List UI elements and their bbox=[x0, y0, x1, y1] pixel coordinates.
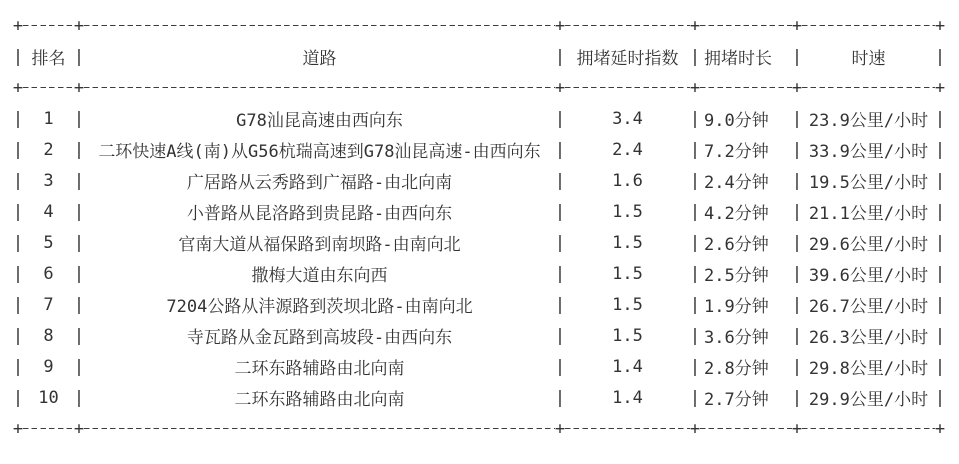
cell-delay-index: | 1.5 bbox=[560, 258, 695, 289]
cell-road: | 官南大道从福保路到南坝路-由南向北 bbox=[79, 227, 560, 258]
cell-delay-index: | 1.5 bbox=[560, 227, 695, 258]
cell-road: | 撒梅大道由东向西 bbox=[79, 258, 560, 289]
cell-duration: | 3.6分钟 bbox=[695, 320, 797, 351]
border-segment bbox=[18, 72, 79, 103]
cell-speed: | 26.7公里/小时 | bbox=[797, 289, 940, 320]
cell-rank: | 2 bbox=[18, 134, 79, 165]
border-segment bbox=[79, 413, 560, 444]
dash-line bbox=[700, 25, 792, 27]
cell-road: | 二环东路辅路由北向南 bbox=[79, 351, 560, 382]
dash-line bbox=[802, 428, 935, 430]
dash-line bbox=[23, 428, 74, 430]
cell-speed: | 39.6公里/小时 | bbox=[797, 258, 940, 289]
cell-road: | 寺瓦路从金瓦路到高坡段-由西向东 bbox=[79, 320, 560, 351]
cell-road: | 二环东路辅路由北向南 bbox=[79, 382, 560, 413]
border-segment bbox=[797, 413, 940, 444]
cell-rank: | 1 bbox=[18, 103, 79, 134]
header-delay-index: | 拥堵延时指数 bbox=[560, 41, 695, 72]
cell-rank: | 5 bbox=[18, 227, 79, 258]
dash-line bbox=[700, 87, 792, 89]
cell-rank: | 7 bbox=[18, 289, 79, 320]
cell-duration: | 1.9分钟 bbox=[695, 289, 797, 320]
cell-road: | 小普路从昆洛路到贵昆路-由西向东 bbox=[79, 196, 560, 227]
cell-delay-index: | 1.4 bbox=[560, 382, 695, 413]
cell-duration: | 2.6分钟 bbox=[695, 227, 797, 258]
dash-line bbox=[84, 428, 555, 430]
cell-speed: | 26.3公里/小时 | bbox=[797, 320, 940, 351]
dash-line bbox=[23, 87, 74, 89]
cell-rank: | 8 bbox=[18, 320, 79, 351]
cell-rank: | 10 bbox=[18, 382, 79, 413]
traffic-rank-table bbox=[18, 10, 940, 444]
cell-delay-index: | 1.6 bbox=[560, 165, 695, 196]
dash-line bbox=[84, 87, 555, 89]
dash-line bbox=[84, 25, 555, 27]
border-segment bbox=[695, 10, 797, 41]
dash-line bbox=[565, 25, 690, 27]
cell-rank: | 6 bbox=[18, 258, 79, 289]
table-row bbox=[18, 165, 940, 196]
border-segment bbox=[18, 10, 79, 41]
header-duration: | 拥堵时长 bbox=[695, 41, 797, 72]
table-row bbox=[18, 227, 940, 258]
cell-duration: | 9.0分钟 bbox=[695, 103, 797, 134]
cell-duration: | 2.4分钟 bbox=[695, 165, 797, 196]
border-segment bbox=[695, 413, 797, 444]
table-border-header bbox=[18, 72, 940, 103]
border-segment bbox=[560, 413, 695, 444]
cell-speed: | 29.9公里/小时 | bbox=[797, 382, 940, 413]
cell-speed: | 29.8公里/小时 | bbox=[797, 351, 940, 382]
cell-delay-index: | 2.4 bbox=[560, 134, 695, 165]
cell-delay-index: | 1.5 bbox=[560, 289, 695, 320]
cell-rank: | 9 bbox=[18, 351, 79, 382]
cell-duration: | 2.5分钟 bbox=[695, 258, 797, 289]
border-segment bbox=[797, 10, 940, 41]
border-segment bbox=[695, 72, 797, 103]
table-border-bottom bbox=[18, 413, 940, 444]
cell-road: | G78汕昆高速由西向东 bbox=[79, 103, 560, 134]
dash-line bbox=[802, 25, 935, 27]
cell-road: | 二环快速A线(南)从G56杭瑞高速到G78汕昆高速-由西向东 bbox=[79, 134, 560, 165]
table-row bbox=[18, 103, 940, 134]
cell-rank: | 4 bbox=[18, 196, 79, 227]
header-rank: | 排名 bbox=[18, 41, 79, 72]
table-body bbox=[18, 103, 940, 413]
cell-duration: | 2.7分钟 bbox=[695, 382, 797, 413]
border-segment bbox=[79, 10, 560, 41]
table-border-top bbox=[18, 10, 940, 41]
border-segment bbox=[79, 72, 560, 103]
cell-speed: | 21.1公里/小时 | bbox=[797, 196, 940, 227]
cell-duration: | 2.8分钟 bbox=[695, 351, 797, 382]
border-segment bbox=[797, 72, 940, 103]
table-row bbox=[18, 134, 940, 165]
cell-road: | 7204公路从沣源路到茨坝北路-由南向北 bbox=[79, 289, 560, 320]
cell-delay-index: | 3.4 bbox=[560, 103, 695, 134]
table-row bbox=[18, 258, 940, 289]
dash-line bbox=[700, 428, 792, 430]
cell-duration: | 7.2分钟 bbox=[695, 134, 797, 165]
cell-duration: | 4.2分钟 bbox=[695, 196, 797, 227]
cell-speed: | 19.5公里/小时 | bbox=[797, 165, 940, 196]
dash-line bbox=[802, 87, 935, 89]
table-row bbox=[18, 196, 940, 227]
border-segment bbox=[560, 72, 695, 103]
dash-line bbox=[565, 87, 690, 89]
cell-rank: | 3 bbox=[18, 165, 79, 196]
cell-speed: | 33.9公里/小时 | bbox=[797, 134, 940, 165]
border-segment bbox=[18, 413, 79, 444]
table-row bbox=[18, 382, 940, 413]
border-segment bbox=[560, 10, 695, 41]
dash-line bbox=[565, 428, 690, 430]
table-row bbox=[18, 289, 940, 320]
table-row bbox=[18, 320, 940, 351]
header-speed: | 时速 | bbox=[797, 41, 940, 72]
cell-speed: | 29.6公里/小时 | bbox=[797, 227, 940, 258]
table-row bbox=[18, 351, 940, 382]
table-header-row bbox=[18, 41, 940, 72]
cell-delay-index: | 1.5 bbox=[560, 320, 695, 351]
cell-speed: | 23.9公里/小时 | bbox=[797, 103, 940, 134]
cell-road: | 广居路从云秀路到广福路-由北向南 bbox=[79, 165, 560, 196]
cell-delay-index: | 1.4 bbox=[560, 351, 695, 382]
header-road: | 道路 bbox=[79, 41, 560, 72]
dash-line bbox=[23, 25, 74, 27]
cell-delay-index: | 1.5 bbox=[560, 196, 695, 227]
